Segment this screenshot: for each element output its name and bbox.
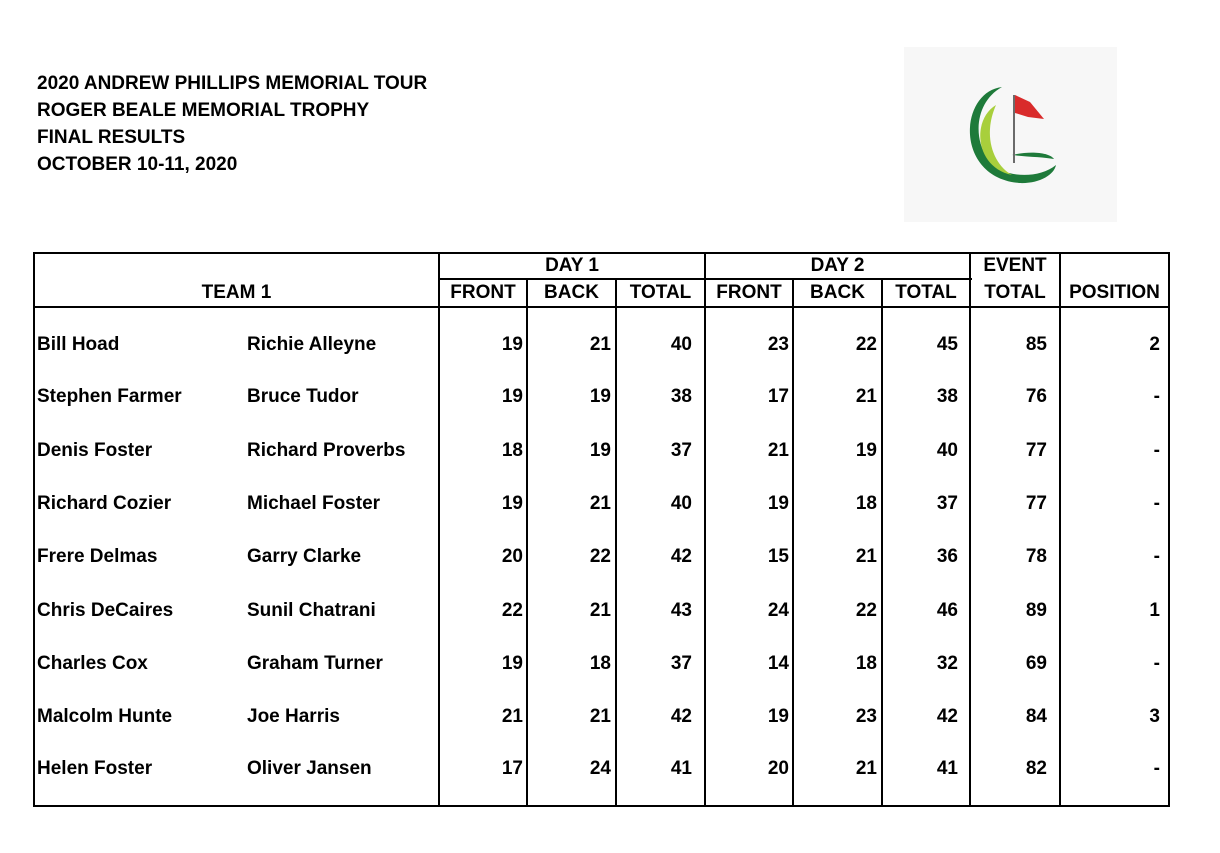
day2-total-score: 42	[936, 706, 958, 727]
player-2: Joe Harris	[247, 706, 340, 727]
player-1: Stephen Farmer	[37, 386, 182, 407]
event-total-score: 78	[1025, 546, 1047, 567]
day2-front-score: 20	[767, 758, 789, 779]
day1-back-score: 21	[589, 334, 611, 355]
player-2: Bruce Tudor	[247, 386, 359, 407]
header-bottom-border	[35, 306, 1168, 308]
day1-front-score: 22	[501, 600, 523, 621]
day2-total-score: 38	[936, 386, 958, 407]
event-header: EVENT	[983, 255, 1047, 276]
position-value: -	[1153, 653, 1160, 674]
event-total-score: 89	[1025, 600, 1047, 621]
day1-total-header: TOTAL	[629, 282, 692, 303]
player-2: Sunil Chatrani	[247, 600, 376, 621]
day1-back-score: 21	[589, 706, 611, 727]
event-total-score: 77	[1025, 493, 1047, 514]
day1-front-score: 19	[501, 653, 523, 674]
day1-total-score: 38	[670, 386, 692, 407]
day2-front-header: FRONT	[716, 282, 782, 303]
tour-title: 2020 ANDREW PHILLIPS MEMORIAL TOUR	[37, 73, 428, 94]
day1-back-score: 19	[589, 440, 611, 461]
event-total-score: 82	[1025, 758, 1047, 779]
document-header	[37, 70, 427, 178]
day1-front-score: 18	[501, 440, 523, 461]
day1-back-score: 21	[589, 493, 611, 514]
position-value: -	[1153, 758, 1160, 779]
player-1: Chris DeCaires	[37, 600, 174, 621]
event-total-score: 85	[1025, 334, 1047, 355]
position-value: -	[1153, 440, 1160, 461]
day2-back-score: 23	[855, 706, 877, 727]
day2-back-score: 22	[855, 600, 877, 621]
day1-front-score: 19	[501, 386, 523, 407]
day2-total-score: 36	[936, 546, 958, 567]
day1-front-score: 21	[501, 706, 523, 727]
day1-back-score: 22	[589, 546, 611, 567]
day2-total-score: 37	[936, 493, 958, 514]
trophy-title: ROGER BEALE MEMORIAL TROPHY	[37, 100, 370, 121]
player-1: Richard Cozier	[37, 493, 172, 514]
day2-total-score: 41	[936, 758, 958, 779]
day2-total-score: 32	[936, 653, 958, 674]
day1-total-score: 43	[670, 600, 692, 621]
player-1: Denis Foster	[37, 440, 153, 461]
day2-back-score: 22	[855, 334, 877, 355]
player-1: Bill Hoad	[37, 334, 120, 355]
day2-total-score: 40	[936, 440, 958, 461]
day2-total-score: 46	[936, 600, 958, 621]
day2-front-score: 14	[767, 653, 789, 674]
day2-front-score: 19	[767, 493, 789, 514]
day2-back-score: 18	[855, 653, 877, 674]
day2-back-score: 19	[855, 440, 877, 461]
day1-front-score: 20	[501, 546, 523, 567]
day2-back-score: 21	[855, 386, 877, 407]
position-value: -	[1153, 546, 1160, 567]
event-total-score: 69	[1025, 653, 1047, 674]
player-2: Richard Proverbs	[247, 440, 406, 461]
day2-header: DAY 2	[810, 255, 865, 276]
day1-total-score: 37	[670, 440, 692, 461]
day1-back-score: 21	[589, 600, 611, 621]
day2-total-score: 45	[936, 334, 958, 355]
golf-flag-logo-icon	[904, 47, 1117, 222]
day2-front-score: 23	[767, 334, 789, 355]
day1-back-header: BACK	[544, 282, 599, 303]
day1-total-score: 42	[670, 706, 692, 727]
day2-back-score: 21	[855, 546, 877, 567]
day1-back-score: 24	[589, 758, 611, 779]
player-1: Charles Cox	[37, 653, 148, 674]
position-value: 1	[1149, 600, 1160, 621]
day1-front-score: 17	[501, 758, 523, 779]
day2-total-header: TOTAL	[895, 282, 957, 303]
day1-total-score: 37	[670, 653, 692, 674]
player-1: Frere Delmas	[37, 546, 158, 567]
day1-total-score: 40	[670, 334, 692, 355]
position-value: -	[1153, 386, 1160, 407]
position-value: 2	[1149, 334, 1160, 355]
event-total-score: 76	[1025, 386, 1047, 407]
results-title: FINAL RESULTS	[37, 127, 186, 148]
day1-header: DAY 1	[545, 255, 599, 276]
day2-back-header: BACK	[810, 282, 865, 303]
player-2: Garry Clarke	[247, 546, 362, 567]
day1-back-score: 18	[589, 653, 611, 674]
player-2: Richie Alleyne	[247, 334, 377, 355]
day2-front-score: 17	[767, 386, 789, 407]
day1-total-score: 41	[670, 758, 692, 779]
event-total-score: 77	[1025, 440, 1047, 461]
day2-front-score: 24	[767, 600, 789, 621]
day1-front-header: FRONT	[450, 282, 516, 303]
event-total-header: TOTAL	[984, 282, 1046, 303]
player-2: Oliver Jansen	[247, 758, 372, 779]
results-table	[33, 252, 1170, 807]
team-header: TEAM 1	[201, 282, 272, 303]
day1-front-score: 19	[501, 334, 523, 355]
event-total-score: 84	[1025, 706, 1047, 727]
day1-total-score: 42	[670, 546, 692, 567]
player-2: Michael Foster	[247, 493, 381, 514]
golf-logo	[904, 47, 1117, 222]
event-dates: OCTOBER 10-11, 2020	[37, 154, 238, 175]
position-header: POSITION	[1069, 282, 1160, 303]
player-1: Helen Foster	[37, 758, 153, 779]
day2-front-score: 21	[767, 440, 789, 461]
day1-back-score: 19	[589, 386, 611, 407]
day2-front-score: 19	[767, 706, 789, 727]
position-value: 3	[1149, 706, 1160, 727]
day1-front-score: 19	[501, 493, 523, 514]
day1-total-score: 40	[670, 493, 692, 514]
day2-front-score: 15	[767, 546, 789, 567]
player-2: Graham Turner	[247, 653, 383, 674]
day2-back-score: 21	[855, 758, 877, 779]
player-1: Malcolm Hunte	[37, 706, 173, 727]
day2-back-score: 18	[855, 493, 877, 514]
position-value: -	[1153, 493, 1160, 514]
